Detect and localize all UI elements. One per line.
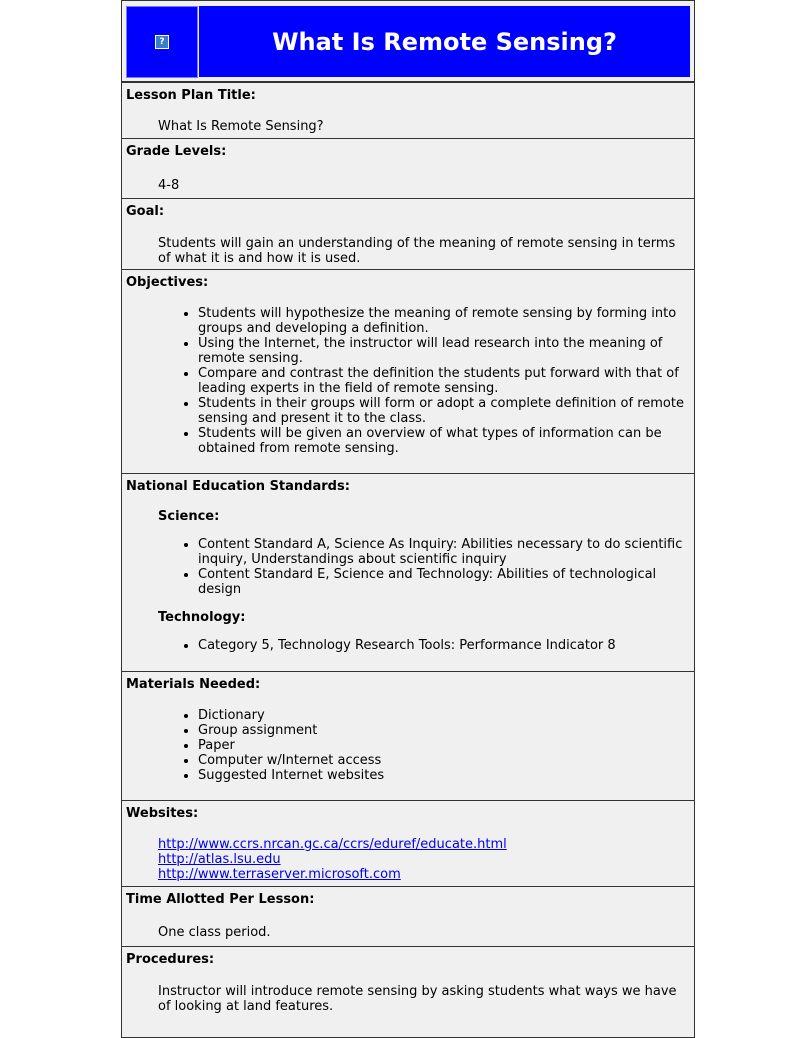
section-objectives	[122, 270, 694, 474]
section-standards	[122, 474, 694, 672]
section-websites	[122, 801, 694, 887]
section-lesson-title	[122, 83, 694, 139]
section-grade-levels	[122, 139, 694, 199]
science-label: Science:	[158, 509, 220, 524]
list-item: • Students in their groups will form or adopt a complete definition of remote sensing and present it to the class.	[198, 396, 690, 426]
science-list	[166, 537, 690, 597]
section-materials	[122, 672, 694, 801]
technology-label: Technology:	[158, 610, 246, 625]
list-item: • Using the Internet, the instructor will lead research into the meaning of remote sensing.	[198, 336, 690, 366]
list-item: • Dictionary	[198, 708, 690, 723]
grade-text: 4-8	[158, 178, 180, 193]
technology-list	[166, 638, 690, 653]
section-heading: Websites:	[126, 806, 199, 821]
section-heading: Lesson Plan Title:	[126, 88, 256, 103]
list-item: • Suggested Internet websites	[198, 768, 690, 783]
website-link[interactable]: http://www.ccrs.nrcan.gc.ca/ccrs/eduref/educate.html	[158, 837, 507, 852]
list-item: • Group assignment	[198, 723, 690, 738]
section-heading: Grade Levels:	[126, 144, 227, 159]
procedures-text: Instructor will introduce remote sensing by asking students what ways we have of looking at land features.	[158, 984, 677, 1014]
section-heading: National Education Standards:	[126, 479, 350, 494]
goal-text: Students will gain an understanding of the meaning of remote sensing in terms of what it is and how it is used.	[158, 236, 676, 266]
list-item: • Content Standard A, Science As Inquiry: Abilities necessary to do scientific inquiry, Understandings about scientific inquiry	[198, 537, 690, 567]
websites-links	[158, 837, 690, 882]
section-heading: Materials Needed:	[126, 677, 261, 692]
list-item: • Paper	[198, 738, 690, 753]
section-goal	[122, 199, 694, 270]
website-link[interactable]: http://atlas.lsu.edu	[158, 852, 281, 867]
list-item: • Content Standard E, Science and Technology: Abilities of technological design	[198, 567, 690, 597]
lesson-plan-table	[121, 0, 695, 1038]
section-heading: Objectives:	[126, 275, 209, 290]
objectives-list	[166, 306, 690, 456]
section-heading: Goal:	[126, 204, 165, 219]
lesson-title-text: What Is Remote Sensing?	[158, 119, 324, 134]
section-heading: Procedures:	[126, 952, 215, 967]
list-item: • Category 5, Technology Research Tools: Performance Indicator 8	[198, 638, 690, 653]
section-time	[122, 887, 694, 947]
page-title: What Is Remote Sensing?	[199, 6, 690, 77]
list-item: • Students will be given an overview of what types of information can be obtained from remote sensing.	[198, 426, 690, 456]
section-heading: Time Allotted Per Lesson:	[126, 892, 315, 907]
header	[122, 1, 694, 83]
broken-image-icon: ?	[155, 35, 169, 49]
time-text: One class period.	[158, 925, 271, 940]
website-link[interactable]: http://www.terraserver.microsoft.com	[158, 867, 401, 882]
logo	[126, 6, 198, 78]
list-item: • Compare and contrast the definition the students put forward with that of leading experts in the field of remote sensing.	[198, 366, 690, 396]
list-item: • Computer w/Internet access	[198, 753, 690, 768]
list-item: • Students will hypothesize the meaning of remote sensing by forming into groups and developing a definition.	[198, 306, 690, 336]
materials-list	[166, 708, 690, 783]
